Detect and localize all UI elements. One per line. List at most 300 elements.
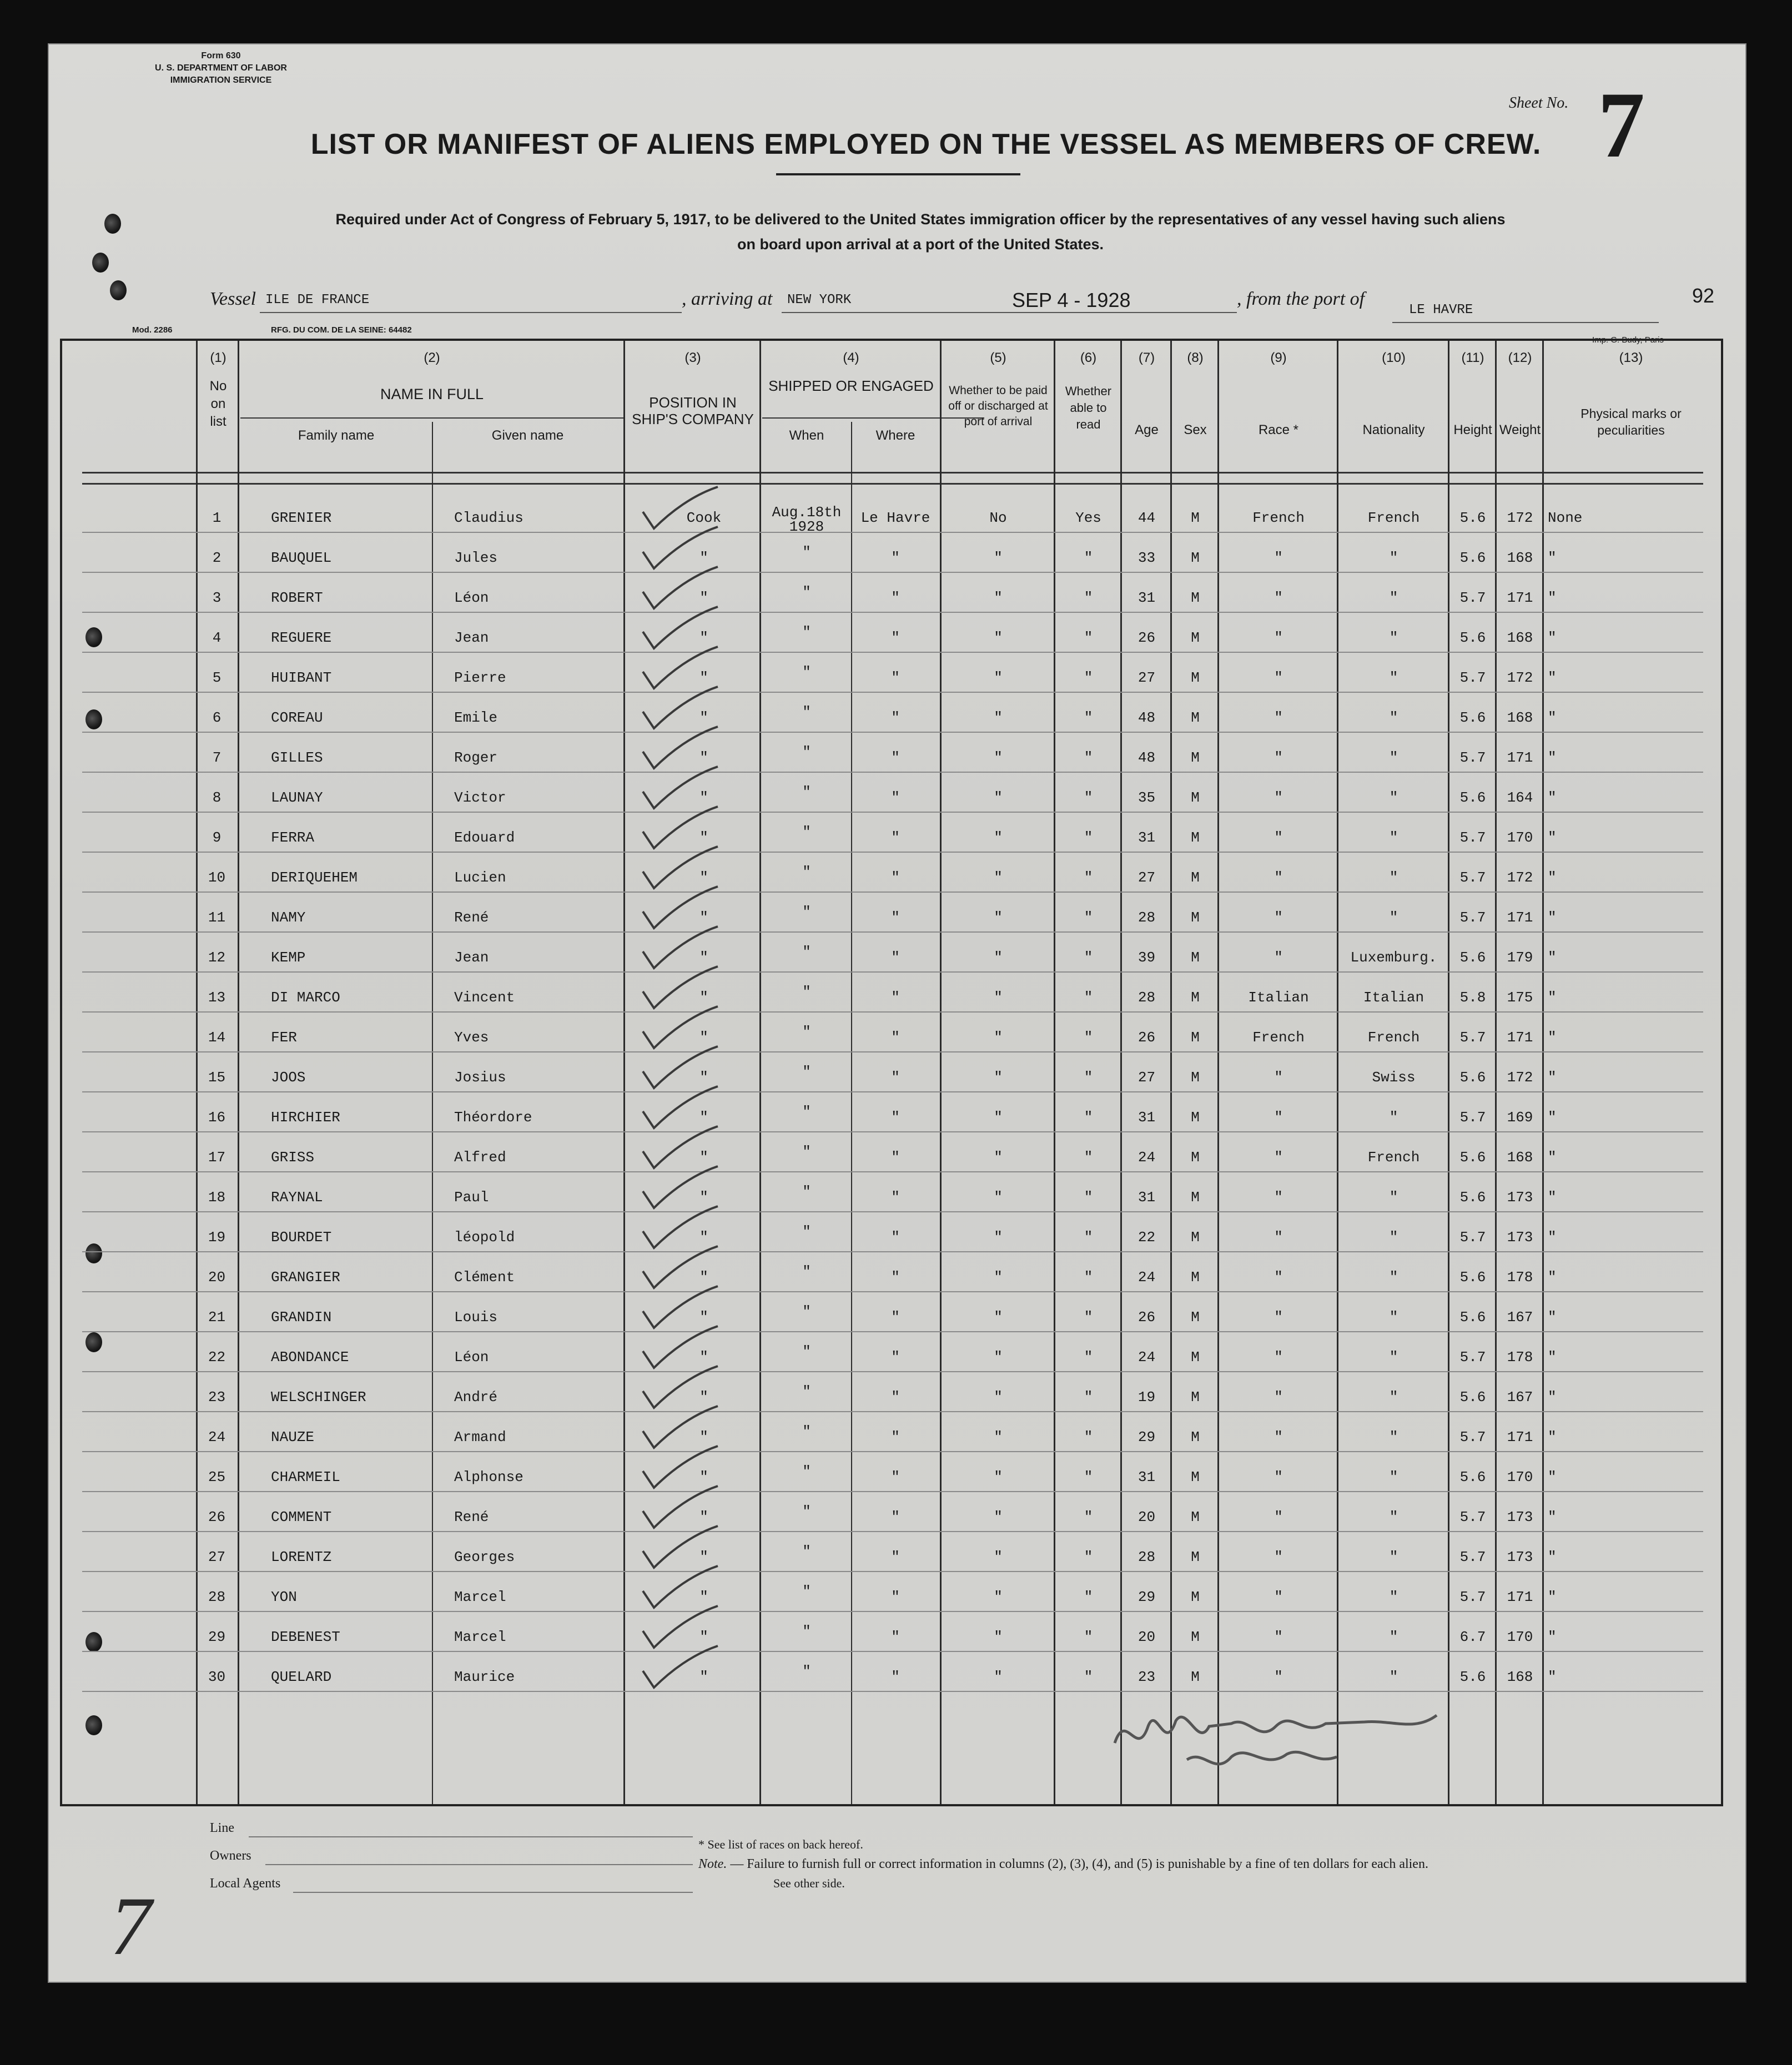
cell-family-name: FER <box>271 1029 297 1046</box>
cell-height: 5.7 <box>1459 749 1486 766</box>
cell-row-number: 17 <box>208 1149 226 1166</box>
cell-nationality: " <box>1389 1629 1398 1645</box>
cell-physical-marks: None <box>1548 510 1583 526</box>
cell-nationality: " <box>1389 1549 1398 1565</box>
cell-paid-off: " <box>994 1349 1003 1366</box>
cell-position: " <box>699 1029 708 1046</box>
cell-row-number: 25 <box>208 1469 226 1485</box>
cell-race: " <box>1274 1509 1283 1525</box>
cell-given-name: Jean <box>454 949 489 966</box>
cell-row-number: 6 <box>212 709 222 726</box>
cell-physical-marks: " <box>1548 1069 1557 1086</box>
cell-position: Cook <box>686 510 722 526</box>
cell-able-to-read: " <box>1084 749 1093 766</box>
punch-hole <box>104 214 121 234</box>
cell-able-to-read: " <box>1084 989 1093 1006</box>
table-row <box>49 745 1745 785</box>
cell-physical-marks: " <box>1548 629 1557 646</box>
row-rule <box>82 652 1703 653</box>
cell-able-to-read: " <box>1084 1109 1093 1126</box>
cell-shipped-where: " <box>891 949 900 966</box>
page-title: LIST OR MANIFEST OF ALIENS EMPLOYED ON THE VESSEL AS MEMBERS OF CREW. <box>310 128 1542 160</box>
cell-position: " <box>699 550 708 566</box>
cell-paid-off: " <box>994 629 1003 646</box>
cell-paid-off: " <box>994 590 1003 606</box>
table-top-border <box>60 339 1723 341</box>
cell-height: 5.8 <box>1459 989 1486 1006</box>
cell-height: 5.6 <box>1459 1669 1486 1685</box>
row-rule <box>82 1331 1703 1332</box>
row-rule <box>82 1651 1703 1652</box>
row-rule <box>82 1291 1703 1292</box>
row-rule <box>82 892 1703 893</box>
cell-row-number: 2 <box>212 550 222 566</box>
from-underline <box>1392 322 1659 323</box>
cell-sex: M <box>1191 829 1200 846</box>
sheet-label: Sheet No. <box>1509 94 1569 112</box>
cell-given-name: Victor <box>454 789 506 806</box>
cell-position: " <box>699 749 708 766</box>
cell-sex: M <box>1191 749 1200 766</box>
cell-paid-off: No <box>989 510 1007 526</box>
row-rule <box>82 852 1703 853</box>
cell-height: 5.6 <box>1459 510 1486 526</box>
cell-height: 5.6 <box>1459 550 1486 566</box>
cell-row-number: 24 <box>208 1429 226 1445</box>
cell-age: 27 <box>1137 669 1156 686</box>
cell-weight: 171 <box>1507 1589 1533 1605</box>
cell-age: 22 <box>1137 1229 1156 1246</box>
cell-weight: 173 <box>1507 1509 1533 1525</box>
row-rule <box>82 1611 1703 1612</box>
col10-number: (10) <box>1382 350 1406 365</box>
cell-weight: 171 <box>1507 909 1533 926</box>
cell-given-name: Jules <box>454 550 498 566</box>
punch-hole <box>85 1715 102 1735</box>
cell-age: 35 <box>1137 789 1156 806</box>
cell-row-number: 7 <box>212 749 222 766</box>
cell-position: " <box>699 949 708 966</box>
cell-row-number: 23 <box>208 1389 226 1406</box>
cell-physical-marks: " <box>1548 1469 1557 1485</box>
cell-age: 33 <box>1137 550 1156 566</box>
cell-physical-marks: " <box>1548 1269 1557 1286</box>
cell-able-to-read: " <box>1084 789 1093 806</box>
cell-race: " <box>1274 1229 1283 1246</box>
cell-sex: M <box>1191 590 1200 606</box>
cell-age: 31 <box>1137 1189 1156 1206</box>
cell-row-number: 20 <box>208 1269 226 1286</box>
cell-shipped-where: Le Havre <box>860 510 930 526</box>
cell-family-name: LORENTZ <box>271 1549 332 1565</box>
cell-nationality: " <box>1389 1229 1398 1246</box>
cell-physical-marks: " <box>1548 1549 1557 1565</box>
cell-height: 5.7 <box>1459 1029 1486 1046</box>
table-row <box>49 1305 1745 1344</box>
cell-sex: M <box>1191 1269 1200 1286</box>
cell-weight: 169 <box>1507 1109 1533 1126</box>
table-row <box>49 1384 1745 1424</box>
cell-nationality: Luxemburg. <box>1350 949 1437 966</box>
table-row <box>49 625 1745 665</box>
cell-able-to-read: " <box>1084 1389 1093 1406</box>
row-rule <box>82 1411 1703 1412</box>
cell-nationality: " <box>1389 1109 1398 1126</box>
cell-given-name: Clément <box>454 1269 515 1286</box>
cell-shipped-where: " <box>891 1469 900 1485</box>
cell-sex: M <box>1191 1109 1200 1126</box>
cell-sex: M <box>1191 629 1200 646</box>
cell-age: 27 <box>1137 1069 1156 1086</box>
table-row <box>49 945 1745 985</box>
cell-shipped-where: " <box>891 669 900 686</box>
see-other-side: See other side. <box>773 1876 845 1890</box>
cell-position: " <box>699 789 708 806</box>
cell-nationality: French <box>1367 510 1420 526</box>
cell-shipped-when: " <box>802 704 811 721</box>
cell-age: 24 <box>1137 1149 1156 1166</box>
cell-given-name: Léon <box>454 1349 489 1366</box>
cell-paid-off: " <box>994 1389 1003 1406</box>
col2-number: (2) <box>424 350 440 365</box>
cell-physical-marks: " <box>1548 590 1557 606</box>
cell-sex: M <box>1191 909 1200 926</box>
cell-position: " <box>699 1309 708 1326</box>
cell-shipped-when: " <box>802 1623 811 1640</box>
cell-sex: M <box>1191 1549 1200 1565</box>
cell-physical-marks: " <box>1548 1669 1557 1685</box>
cell-position: " <box>699 909 708 926</box>
cell-race: " <box>1274 1069 1283 1086</box>
cell-race: " <box>1274 709 1283 726</box>
cell-shipped-when: " <box>802 1463 811 1480</box>
cell-position: " <box>699 1549 708 1565</box>
cell-shipped-where: " <box>891 1229 900 1246</box>
cell-family-name: FERRA <box>271 829 315 846</box>
cell-able-to-read: " <box>1084 1669 1093 1685</box>
cell-able-to-read: " <box>1084 669 1093 686</box>
cell-given-name: René <box>454 909 489 926</box>
cell-given-name: Lucien <box>454 869 506 886</box>
cell-height: 5.6 <box>1459 1269 1486 1286</box>
col2-family: Family name <box>298 428 375 443</box>
table-row <box>49 1424 1745 1464</box>
col12-label: Weight <box>1499 422 1541 437</box>
cell-age: 26 <box>1137 1029 1156 1046</box>
cell-shipped-when: " <box>802 1303 811 1320</box>
cell-given-name: Marcel <box>454 1589 506 1605</box>
col6-label: Whether able to read <box>1065 384 1112 431</box>
cell-sex: M <box>1191 1629 1200 1645</box>
cell-nationality: " <box>1389 1389 1398 1406</box>
inspector-signature <box>1104 1693 1481 1787</box>
cell-given-name: Alphonse <box>454 1469 523 1485</box>
table-row <box>49 705 1745 745</box>
col9-number: (9) <box>1270 350 1287 365</box>
row-rule <box>82 612 1703 613</box>
row-rule <box>82 1531 1703 1532</box>
cell-given-name: Louis <box>454 1309 498 1326</box>
cell-sex: M <box>1191 1469 1200 1485</box>
cell-shipped-when: " <box>802 584 811 601</box>
cell-weight: 172 <box>1507 669 1533 686</box>
cell-shipped-where: " <box>891 550 900 566</box>
cell-shipped-when: " <box>802 824 811 840</box>
cell-position: " <box>699 1509 708 1525</box>
cell-position: " <box>699 989 708 1006</box>
cell-paid-off: " <box>994 989 1003 1006</box>
cell-weight: 167 <box>1507 1389 1533 1406</box>
cell-age: 24 <box>1137 1269 1156 1286</box>
punch-hole <box>110 280 127 300</box>
cell-shipped-where: " <box>891 1029 900 1046</box>
table-row <box>49 1025 1745 1065</box>
cell-height: 5.7 <box>1459 1109 1486 1126</box>
cell-given-name: Jean <box>454 629 489 646</box>
cell-race: " <box>1274 1589 1283 1605</box>
arriving-label: , arriving at <box>682 289 773 309</box>
cell-nationality: Italian <box>1363 989 1424 1006</box>
cell-shipped-when: " <box>802 1064 811 1080</box>
cell-able-to-read: " <box>1084 629 1093 646</box>
cell-family-name: ROBERT <box>271 590 323 606</box>
table-row <box>49 665 1745 705</box>
cell-weight: 167 <box>1507 1309 1533 1326</box>
row-rule <box>82 1051 1703 1052</box>
cell-given-name: Maurice <box>454 1669 515 1685</box>
col11-label: Height <box>1453 422 1492 437</box>
row-rule <box>82 1491 1703 1492</box>
cell-age: 39 <box>1137 949 1156 966</box>
cell-position: " <box>699 1269 708 1286</box>
cell-weight: 172 <box>1507 510 1533 526</box>
cell-paid-off: " <box>994 1429 1003 1445</box>
cell-age: 20 <box>1137 1509 1156 1525</box>
requirement-line-1: Required under Act of Congress of February 5, 1917, to be delivered to the United States immigration officer by the representatives of any vessel having such aliens <box>335 211 1506 228</box>
cell-paid-off: " <box>994 1589 1003 1605</box>
cell-family-name: REGUERE <box>271 629 332 646</box>
cell-age: 26 <box>1137 629 1156 646</box>
row-rule <box>82 1091 1703 1092</box>
col13-number: (13) <box>1619 350 1643 365</box>
cell-height: 5.7 <box>1459 1349 1486 1366</box>
cell-paid-off: " <box>994 1269 1003 1286</box>
cell-age: 28 <box>1137 989 1156 1006</box>
mod-code: Mod. 2286 <box>132 325 173 335</box>
cell-shipped-when: " <box>802 1383 811 1400</box>
cell-able-to-read: " <box>1084 869 1093 886</box>
cell-shipped-where: " <box>891 869 900 886</box>
cell-shipped-where: " <box>891 1069 900 1086</box>
cell-nationality: French <box>1367 1029 1420 1046</box>
cell-sex: M <box>1191 1589 1200 1605</box>
cell-weight: 168 <box>1507 550 1533 566</box>
cell-sex: M <box>1191 1029 1200 1046</box>
cell-physical-marks: " <box>1548 1229 1557 1246</box>
cell-weight: 170 <box>1507 1629 1533 1645</box>
cell-row-number: 29 <box>208 1629 226 1645</box>
check-mark <box>637 1643 721 1693</box>
cell-race: " <box>1274 1469 1283 1485</box>
cell-shipped-where: " <box>891 749 900 766</box>
col5-number: (5) <box>990 350 1006 365</box>
manifest-sheet <box>48 43 1746 1983</box>
cell-nationality: " <box>1389 749 1398 766</box>
cell-able-to-read: " <box>1084 1149 1093 1166</box>
cell-position: " <box>699 629 708 646</box>
cell-given-name: Paul <box>454 1189 489 1206</box>
cell-race: French <box>1252 510 1305 526</box>
cell-family-name: DEBENEST <box>271 1629 340 1645</box>
cell-shipped-when: " <box>802 904 811 920</box>
cell-given-name: Georges <box>454 1549 515 1565</box>
row-rule <box>82 1131 1703 1132</box>
row-rule <box>82 1211 1703 1212</box>
cell-race: " <box>1274 789 1283 806</box>
cell-shipped-where: " <box>891 1349 900 1366</box>
cell-physical-marks: " <box>1548 829 1557 846</box>
cell-sex: M <box>1191 709 1200 726</box>
row-rule <box>82 532 1703 533</box>
cell-shipped-when: " <box>802 1663 811 1680</box>
cell-given-name: René <box>454 1509 489 1525</box>
col4-label: SHIPPED OR ENGAGED <box>768 377 934 394</box>
cell-row-number: 18 <box>208 1189 226 1206</box>
cell-shipped-where: " <box>891 1509 900 1525</box>
cell-family-name: BOURDET <box>271 1229 332 1246</box>
cell-nationality: Swiss <box>1372 1069 1416 1086</box>
col4-where: Where <box>875 428 915 443</box>
cell-shipped-where: " <box>891 1269 900 1286</box>
cell-shipped-when: " <box>802 1423 811 1440</box>
cell-shipped-when: " <box>802 984 811 1000</box>
line-underline <box>249 1836 693 1837</box>
cell-shipped-where: " <box>891 1149 900 1166</box>
cell-row-number: 4 <box>212 629 222 646</box>
cell-position: " <box>699 1229 708 1246</box>
header-bottom-rule <box>82 472 1703 474</box>
cell-weight: 171 <box>1507 749 1533 766</box>
page-number: 92 <box>1692 284 1715 307</box>
table-row <box>49 1504 1745 1544</box>
cell-paid-off: " <box>994 669 1003 686</box>
cell-physical-marks: " <box>1548 550 1557 566</box>
cell-weight: 171 <box>1507 1029 1533 1046</box>
cell-row-number: 9 <box>212 829 222 846</box>
cell-sex: M <box>1191 1069 1200 1086</box>
row-rule <box>82 732 1703 733</box>
cell-sex: M <box>1191 1349 1200 1366</box>
cell-nationality: " <box>1389 1589 1398 1605</box>
cell-paid-off: " <box>994 709 1003 726</box>
cell-sex: M <box>1191 550 1200 566</box>
cell-family-name: BAUQUEL <box>271 550 332 566</box>
cell-nationality: " <box>1389 1349 1398 1366</box>
service: IMMIGRATION SERVICE <box>170 75 272 85</box>
cell-height: 5.6 <box>1459 629 1486 646</box>
cell-nationality: " <box>1389 829 1398 846</box>
cell-race: French <box>1252 1029 1305 1046</box>
cell-able-to-read: " <box>1084 550 1093 566</box>
cell-age: 29 <box>1137 1589 1156 1605</box>
cell-family-name: QUELARD <box>271 1669 332 1685</box>
cell-row-number: 8 <box>212 789 222 806</box>
cell-paid-off: " <box>994 1149 1003 1166</box>
cell-shipped-when: " <box>802 1104 811 1120</box>
cell-nationality: " <box>1389 1509 1398 1525</box>
cell-age: 26 <box>1137 1309 1156 1326</box>
cell-family-name: YON <box>271 1589 297 1605</box>
cell-family-name: GRISS <box>271 1149 315 1166</box>
cell-height: 5.6 <box>1459 1389 1486 1406</box>
cell-shipped-when: " <box>802 1263 811 1280</box>
table-row <box>49 505 1745 545</box>
cell-sex: M <box>1191 1669 1200 1685</box>
cell-row-number: 15 <box>208 1069 226 1086</box>
col2-given: Given name <box>491 428 564 443</box>
note-text: — Failure to furnish full or correct information in columns (2), (3), (4), and (5) is punishable by a fine of ten dollars for each alien. <box>730 1857 1428 1871</box>
cell-paid-off: " <box>994 1109 1003 1126</box>
cell-nationality: " <box>1389 1469 1398 1485</box>
cell-position: " <box>699 829 708 846</box>
table-row <box>49 865 1745 905</box>
cell-paid-off: " <box>994 550 1003 566</box>
cell-given-name: Josius <box>454 1069 506 1086</box>
cell-nationality: " <box>1389 1669 1398 1685</box>
cell-height: 5.6 <box>1459 1189 1486 1206</box>
cell-height: 5.7 <box>1459 869 1486 886</box>
cell-family-name: HUIBANT <box>271 669 332 686</box>
cell-paid-off: " <box>994 789 1003 806</box>
row-rule <box>82 1371 1703 1372</box>
cell-physical-marks: " <box>1548 1029 1557 1046</box>
cell-physical-marks: " <box>1548 1389 1557 1406</box>
col4-number: (4) <box>843 350 859 365</box>
cell-shipped-when: " <box>802 544 811 561</box>
department: U. S. DEPARTMENT OF LABOR <box>155 63 287 73</box>
cell-given-name: Roger <box>454 749 498 766</box>
table-row <box>49 1185 1745 1225</box>
cell-sex: M <box>1191 869 1200 886</box>
cell-sex: M <box>1191 989 1200 1006</box>
cell-physical-marks: " <box>1548 909 1557 926</box>
col5-label: Whether to be paid off or discharged at port of arrival <box>948 384 1048 428</box>
col4-when: When <box>789 428 824 443</box>
cell-nationality: " <box>1389 1309 1398 1326</box>
cell-weight: 173 <box>1507 1229 1533 1246</box>
cell-height: 5.7 <box>1459 1229 1486 1246</box>
cell-shipped-where: " <box>891 1109 900 1126</box>
col3-number: (3) <box>684 350 701 365</box>
cell-weight: 164 <box>1507 789 1533 806</box>
cell-nationality: " <box>1389 550 1398 566</box>
cell-physical-marks: " <box>1548 1429 1557 1445</box>
cell-race: " <box>1274 1389 1283 1406</box>
cell-height: 5.6 <box>1459 789 1486 806</box>
cell-height: 5.7 <box>1459 590 1486 606</box>
cell-position: " <box>699 1629 708 1645</box>
row-rule <box>82 931 1703 933</box>
line-label: Line <box>210 1821 234 1835</box>
cell-row-number: 11 <box>208 909 226 926</box>
cell-physical-marks: " <box>1548 989 1557 1006</box>
owners-label: Owners <box>210 1849 251 1863</box>
owners-underline <box>265 1864 693 1865</box>
cell-position: " <box>699 1349 708 1366</box>
col9-label: Race * <box>1258 422 1299 437</box>
row-rule <box>82 572 1703 573</box>
vessel-underline <box>260 312 682 313</box>
